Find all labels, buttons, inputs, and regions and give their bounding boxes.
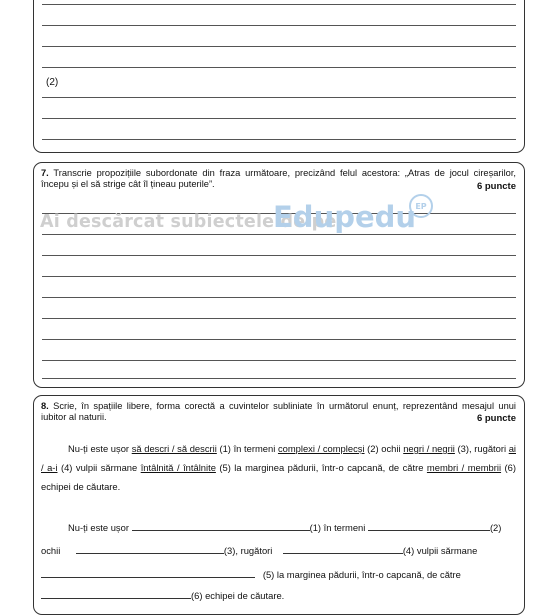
answer-line[interactable] <box>42 318 516 319</box>
underlined-option: complexi / complecși <box>277 443 365 454</box>
fill-text: (5) la marginea pădurii, într-o capcană, de către <box>262 569 461 580</box>
question-number: 8. <box>41 401 49 411</box>
answer-line[interactable] <box>42 67 516 68</box>
watermark-text: Ai descărcat subiectele de pe <box>40 212 337 232</box>
blank-field-4[interactable] <box>283 543 403 554</box>
question-8-box <box>33 395 525 615</box>
blank-field-1[interactable] <box>132 520 310 531</box>
fill-row-3 <box>41 567 516 581</box>
answer-line[interactable] <box>42 46 516 47</box>
question-8-text <box>41 401 516 423</box>
subitem-label: (2) <box>46 77 59 88</box>
sentence-paragraph: Nu-ți este ușor să descri / să descrii (1) în termeni complexi / complecși (2) ochii negri / negrii (3), rugători ai / a-i (4) vulpii sărmane întâlnită / întâlnite (5) la marginea pădurii, într-o capcană, de către membri / membrii (6) echipei de căutare. <box>41 443 516 492</box>
answer-line[interactable] <box>42 97 516 98</box>
question-prompt: Scrie, în spațiile libere, forma corectă a cuvintelor subliniate în următorul enunț, reprezentând mesajul unui iubitor al naturii. <box>41 401 516 422</box>
question-7-text <box>41 168 516 190</box>
question-prompt: Transcrie propozițiile subordonate din fraza următoare, precizând felul acestora: „Atras de jocul cireșarilor, începu și el să strige cât îl țineau puterile”. <box>41 168 516 189</box>
answer-line[interactable] <box>42 378 516 379</box>
blank-field-5[interactable] <box>41 567 255 578</box>
fill-text: (1) în termeni <box>309 522 366 533</box>
question-number: 7. <box>41 168 49 178</box>
watermark-brand: Edupedu <box>273 200 417 234</box>
answer-line[interactable] <box>42 139 516 140</box>
watermark-logo-icon: EP <box>409 194 433 218</box>
fill-text: (6) echipei de căutare. <box>191 590 285 601</box>
fill-text: (4) vulpii sărmane <box>402 545 478 556</box>
underlined-option: întâlnită / întâlnite <box>140 462 216 473</box>
underlined-option: să descri / să descrii <box>131 443 217 454</box>
fill-text: (2) <box>489 522 502 533</box>
fill-text: (3), rugători <box>223 545 273 556</box>
fill-row-2 <box>41 543 516 557</box>
points-label: 6 puncte <box>476 413 516 424</box>
fill-text: Nu-ți este ușor <box>68 522 129 533</box>
answer-line[interactable] <box>42 276 516 277</box>
answer-line[interactable] <box>42 25 516 26</box>
fill-row-1 <box>41 520 516 534</box>
answer-line[interactable] <box>42 255 516 256</box>
answer-line[interactable] <box>42 360 516 361</box>
answer-line[interactable] <box>42 234 516 235</box>
points-label: 6 puncte <box>476 181 516 192</box>
underlined-option: ai / a-i <box>41 443 516 473</box>
blank-field-2[interactable] <box>368 520 490 531</box>
question-7-box <box>33 162 525 388</box>
fill-text: ochii <box>41 545 61 556</box>
answer-box-q6 <box>33 0 525 153</box>
blank-field-3[interactable] <box>76 543 224 554</box>
answer-line[interactable] <box>42 4 516 5</box>
answer-line[interactable] <box>42 297 516 298</box>
answer-line[interactable] <box>42 339 516 340</box>
answer-line[interactable] <box>42 118 516 119</box>
blank-field-6[interactable] <box>41 588 191 599</box>
underlined-option: membri / membrii <box>426 462 502 473</box>
underlined-option: negri / negrii <box>403 443 455 454</box>
